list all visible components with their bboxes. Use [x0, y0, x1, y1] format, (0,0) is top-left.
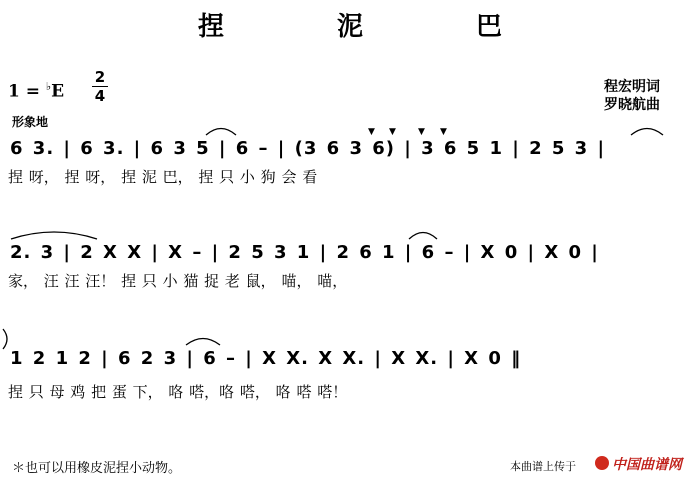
key-note: E	[51, 81, 65, 102]
accent-mark: ▼	[368, 127, 375, 137]
site-logo-text: 中国曲谱网	[612, 457, 682, 473]
notes-line-2: 2. 3 | 2 X X | X – | 2 5 3 1 | 2 6 1 | 6 – | X 0 | X 0 |	[10, 242, 599, 263]
slur-arc	[185, 334, 221, 346]
notes-line-1: 6 3. | 6 3. | 6 3 5 | 6 – | (3 6 3 6) | 3 6 5 1 | 2 5 3 |	[10, 138, 606, 159]
slur-arc	[205, 124, 237, 136]
accent-mark: ▼	[418, 127, 425, 137]
lyrics-line-2: 家， 汪 汪 汪！ 捏 只 小 猫 捉 老 鼠， 喵， 喵，	[8, 272, 348, 290]
notes-line-3: 1 2 1 2 | 6 2 3 | 6 – | X X. X X. | X X. | X 0 ‖	[10, 348, 522, 369]
lyricist-credit: 程宏明词	[604, 79, 660, 95]
meter-top: 2	[94, 68, 106, 86]
key-signature	[8, 80, 64, 102]
accent-mark: ▼	[389, 127, 396, 137]
tie-arc	[10, 228, 98, 240]
slur-arc	[630, 124, 664, 136]
meter-bottom: 4	[94, 87, 106, 105]
song-title: 捏 泥 巴	[197, 12, 555, 42]
key-prefix: 1 =	[8, 81, 46, 102]
repeat-bracket	[2, 328, 12, 350]
site-logo-icon	[595, 456, 609, 470]
slur-arc	[408, 228, 438, 240]
time-signature	[92, 69, 108, 104]
footnote: ＊也可以用橡皮泥捏小动物。	[12, 461, 182, 476]
lyrics-line-3: 捏 只 母 鸡 把 蛋 下， 咯 嗒，咯 嗒， 咯 嗒 嗒！	[8, 383, 348, 401]
accent-mark: ▼	[440, 127, 447, 137]
tempo-marking: 形象地	[12, 115, 49, 129]
lyrics-line-1: 捏 呀， 捏 呀， 捏 泥 巴， 捏 只 小 狗 会 看	[8, 168, 318, 186]
composer-credit: 罗晓航曲	[604, 97, 660, 113]
flat-sign: ♭	[45, 80, 52, 93]
upload-note: 本曲谱上传于	[510, 460, 576, 473]
site-logo	[612, 454, 682, 474]
